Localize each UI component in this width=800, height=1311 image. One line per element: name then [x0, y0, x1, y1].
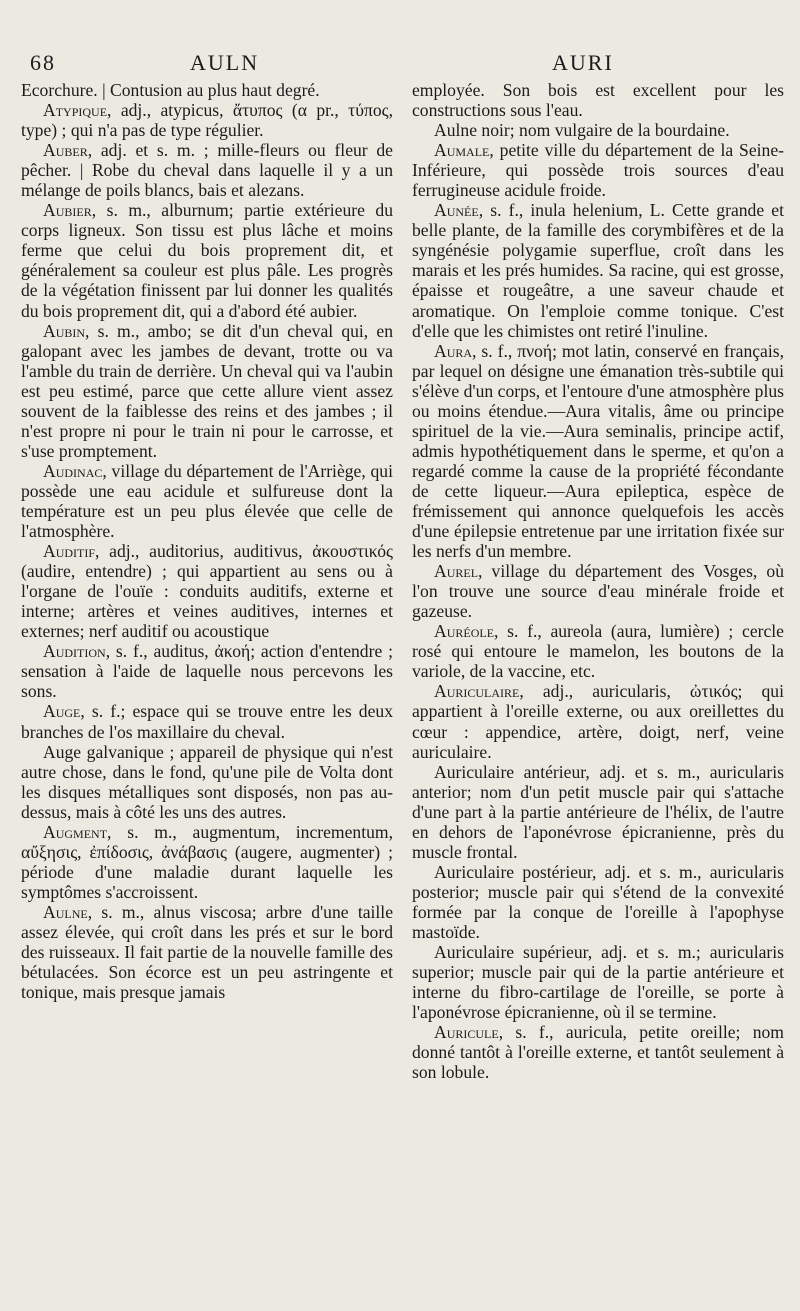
entry-headword: Auditif	[43, 541, 96, 562]
dictionary-entry	[21, 321, 393, 461]
running-header	[22, 50, 770, 80]
entry-body: Ecorchure. | Contusion au plus haut degré.	[21, 80, 320, 100]
left-running-head: AULN	[190, 50, 260, 75]
entry-body: , s. f.; espace qui se trouve entre les deux branches de l'os maxillaire du cheval.	[21, 701, 393, 742]
entry-headword: Atypique	[43, 100, 108, 121]
entry-headword: Aurel	[434, 561, 479, 582]
entry-body: , adj., auditorius, auditivus, ἀκουστικός (audire, entendre) ; qui appartient au sens ou à l'organe de l'ouïe : conduits auditifs, externe et interne; artères et veines auditives, internes et externes; nerf auditif ou acoustique	[21, 541, 393, 642]
entry-body: , adj., auricularis, ὠτικός; qui appartient à l'oreille externe, ou aux oreillettes du cœur : appendice, artère, doigt, nerf, veine auriculaire.	[412, 681, 784, 762]
entry-headword: Audition	[43, 641, 106, 662]
entry-body: , s. m., ambo; se dit d'un cheval qui, en galopant avec les jambes de devant, trotte ou va l'amble du train de derrière. Un cheval qui va l'aubin est peu estimé, parce que cette allure vient assez souvent de la faiblesse des reins et des jambes ; il n'est propre ni pour le train ni pour le carrosse, et s'use promptement.	[21, 320, 393, 461]
entry-body: Auriculaire supérieur, adj. et s. m.; auricularis superior; muscle pair qui de la partie antérieure et interne du fibro-cartilage de l'oreille, se porte à l'aponévrose épicranienne, où il se termine.	[412, 942, 784, 1023]
dictionary-entry	[21, 541, 393, 641]
entry-body: Auriculaire antérieur, adj. et s. m., auricularis anterior; nom d'un petit muscle pair qui s'attache d'une part à la partie antérieure de l'hélix, de l'autre en dehors de l'aponévrose épicranienne, près du muscle frontal.	[412, 761, 784, 862]
entry-headword: Auricule	[434, 1022, 499, 1043]
dictionary-entry	[412, 80, 784, 120]
dictionary-entry	[412, 120, 784, 140]
entry-body: , s. m., augmentum, incrementum, αὔξησις, ἐπίδοσις, ἀνάβασις (augere, augmenter) ; période d'une maladie durant laquelle les symptômes s'accroissent.	[21, 821, 393, 902]
right-running-head: AURI	[552, 50, 614, 75]
dictionary-entry	[412, 942, 784, 1022]
dictionary-entry	[412, 140, 784, 200]
entry-body: , s. f., inula helenium, L. Cette grande et belle plante, de la famille des corymbifères et de la syngénésie polygamie superflue, croît dans les marais et les prés humides. Sa racine, qui est grosse, épaisse et rougeâtre, a une saveur chaude et aromatique. On l'emploie comme tonique. C'est d'elle que les chimistes ont retiré l'inuline.	[412, 200, 784, 341]
entry-body: Auge galvanique ; appareil de physique qui n'est autre chose, dans le fond, qu'une pile de Volta dont les disques métalliques sont disposés, non pas au-dessus, mais à côté les uns des autres.	[21, 741, 393, 822]
page-number: 68	[30, 50, 56, 75]
dictionary-entry	[21, 742, 393, 822]
entry-body: , s. m., alnus viscosa; arbre d'une taille assez élevée, qui croît dans les prés et sur le bord des ruisseaux. Il fait partie de la nouvelle famille des bétulacées. Son écorce est un peu astringente et tonique, mais presque jamais	[21, 901, 393, 1003]
dictionary-entry	[412, 681, 784, 761]
entry-headword: Audinac	[43, 460, 103, 481]
dictionary-entry	[412, 862, 784, 942]
dictionary-entry	[412, 1022, 784, 1082]
entry-body: , s. f., aureola (aura, lumière) ; cercle rosé qui entoure le mamelon, les boutons de la variole, de la vaccine, etc.	[412, 621, 784, 682]
dictionary-entry	[412, 762, 784, 862]
entry-headword: Aura	[434, 340, 473, 361]
entry-body: , adj., atypicus, ἄτυπος (α pr., τύπος, type) ; qui n'a pas de type régulier.	[21, 100, 393, 141]
entry-body: , petite ville du département de la Seine-Inférieure, qui possède trois sources d'eau ferrugineuse acidule froide.	[412, 140, 784, 201]
dictionary-entry	[21, 80, 393, 100]
left-column	[21, 80, 393, 1002]
entry-headword: Augment	[43, 821, 108, 842]
entry-headword: Auge	[43, 701, 81, 722]
entry-body: , adj. et s. m. ; mille-fleurs ou fleur de pêcher. | Robe du cheval dans laquelle il y a un mélange de poils blancs, bais et alezans.	[21, 140, 393, 201]
dictionary-entry	[21, 902, 393, 1002]
entry-body: , s. m., alburnum; partie extérieure du corps ligneux. Son tissu est plus lâche et moins ferme que celui du bois proprement dit, et généralement sa couleur est plus pâle. Les progrès de la végétation finissent par lui donner les qualités du bois proprement dit, qui a d'abord été aubier.	[21, 200, 393, 321]
entry-body: , village du département de l'Arriège, qui possède une eau acidule et sulfureuse dont la température est un peu plus élevée que celle de l'atmosphère.	[21, 460, 393, 542]
entry-headword: Auber	[43, 140, 88, 161]
dictionary-entry	[21, 100, 393, 140]
entry-headword: Aubin	[43, 320, 86, 341]
entry-headword: Auréole	[434, 621, 495, 642]
entry-body: employée. Son bois est excellent pour les constructions sous l'eau.	[412, 80, 784, 121]
dictionary-entry	[412, 341, 784, 562]
entry-headword: Aubier	[43, 200, 92, 221]
dictionary-entry	[412, 200, 784, 340]
dictionary-entry	[412, 561, 784, 621]
entry-body: , village du département des Vosges, où l'on trouve une source d'eau minérale froide et gazeuse.	[412, 561, 784, 622]
dictionary-entry	[412, 621, 784, 681]
entry-headword: Aumale	[434, 140, 490, 161]
dictionary-entry	[21, 701, 393, 741]
dictionary-entry	[21, 822, 393, 902]
entry-body: Aulne noir; nom vulgaire de la bourdaine.	[434, 120, 730, 141]
entry-headword: Aunée	[434, 200, 479, 221]
dictionary-entry	[21, 461, 393, 541]
entry-body: Auriculaire postérieur, adj. et s. m., auricularis posterior; muscle pair qui s'étend de la convexité formée par la conque de l'oreille à l'apophyse mastoïde.	[412, 861, 784, 942]
dictionary-entry	[21, 140, 393, 200]
dictionary-entry	[21, 641, 393, 701]
entry-headword: Auriculaire	[434, 681, 520, 702]
entry-body: , s. f., auricula, petite oreille; nom donné tantôt à l'oreille externe, et tantôt seulement à son lobule.	[412, 1022, 784, 1083]
entry-body: , s. f., πνοή; mot latin, conservé en français, par lequel on désigne une émanation très-subtile qui s'élève d'un corps, et l'entoure d'une atmosphère plus ou moins étendue.—Aura vitalis, âme ou principe spirituel de la vie.—Aura seminalis, principe actif, admis hypothétiquement dans le sperme, et qu'on a regardé comme la cause de la propriété fécondante de cette liqueur.—Aura epileptica, espèce de frémissement qui annonce quelquefois les accès d'une épilepsie entretenue par une irritation fixée sur les nerfs d'un membre.	[412, 340, 784, 562]
dictionary-entry	[21, 200, 393, 320]
right-column	[412, 80, 784, 1082]
entry-body: , s. f., auditus, ἀκοή; action d'entendre ; sensation à l'aide de laquelle nous percevons les sons.	[21, 641, 393, 702]
entry-headword: Aulne	[43, 901, 88, 922]
